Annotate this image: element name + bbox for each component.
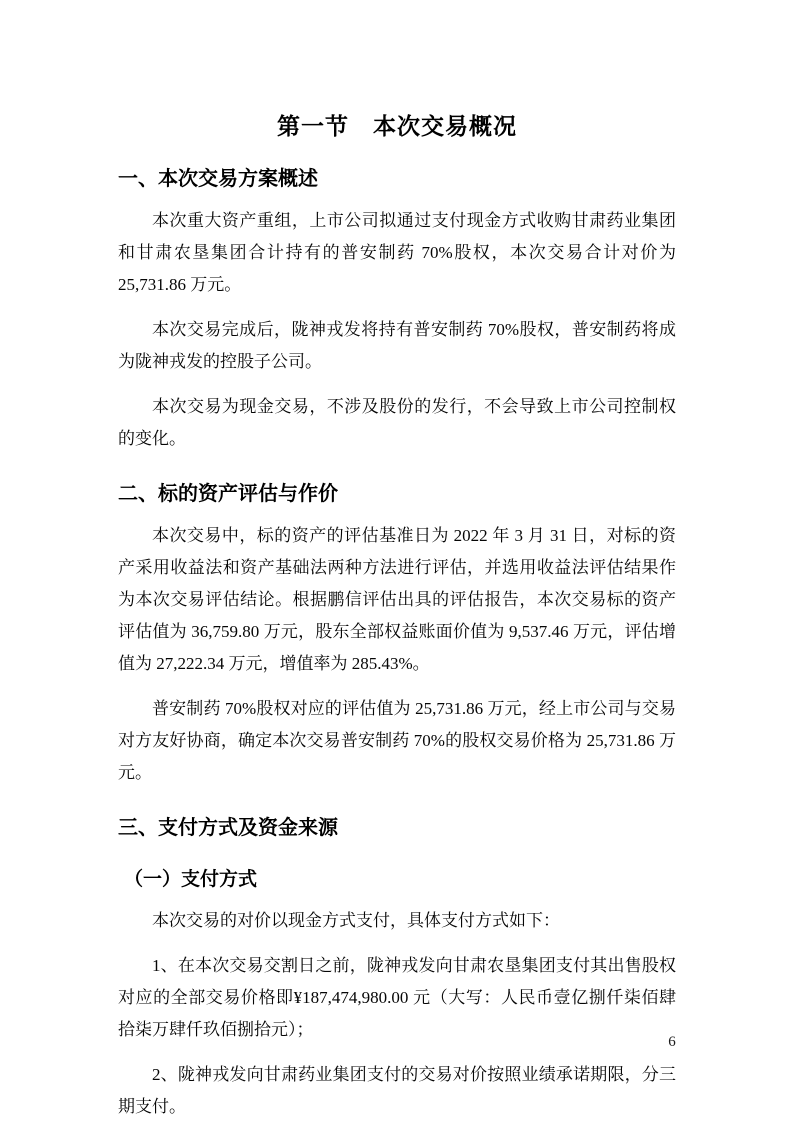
section-1-paragraph-1: 本次重大资产重组，上市公司拟通过支付现金方式收购甘肃药业集团和甘肃农垦集团合计持有的普安制药 70%股权，本次交易合计对价为 25,731.86 万元。	[118, 211, 676, 294]
section-3-heading: 三、支付方式及资金来源	[118, 817, 338, 839]
section-2-paragraph-2: 普安制药 70%股权对应的评估值为 25,731.86 万元，经上市公司与交易对方友好协商，确定本次交易普安制药 70%的股权交易价格为 25,731.86 万元。	[118, 699, 676, 782]
document-content	[118, 0, 676, 1123]
section-2-heading: 二、标的资产评估与作价	[118, 483, 338, 505]
subsection-1-paragraph-3: 2、陇神戎发向甘肃药业集团支付的交易对价按照业绩承诺期限，分三期支付。	[118, 1065, 676, 1116]
section-1-heading: 一、本次交易方案概述	[118, 168, 318, 190]
section-2-paragraph-1: 本次交易中，标的资产的评估基准日为 2022 年 3 月 31 日，对标的资产采用收益法和资产基础法两种方法进行评估，并选用收益法评估结果作为本次交易评估结论。根据鹏信评估出具的评估报告，本次交易标的资产评估值为 36,759.80 万元，股东全部权益账面价值为 9,537.46 万元，评估增值为 27,222.34 万元，增值率为 285.43%。	[118, 526, 676, 673]
page-title: 第一节 本次交易概况	[277, 113, 517, 139]
section-1-paragraph-2: 本次交易完成后，陇神戎发将持有普安制药 70%股权，普安制药将成为陇神戎发的控股子公司。	[118, 320, 676, 371]
page-number: 6	[668, 1034, 676, 1050]
subsection-1-paragraph-1: 本次交易的对价以现金方式支付，具体支付方式如下：	[152, 911, 560, 930]
subsection-1-paragraph-2: 1、在本次交易交割日之前，陇神戎发向甘肃农垦集团支付其出售股权对应的全部交易价格即¥187,474,980.00 元（大写：人民币壹亿捌仟柒佰肆拾柒万肆仟玖佰捌拾元）；	[118, 956, 676, 1039]
section-3-subsection-1-heading: （一）支付方式	[124, 869, 258, 890]
section-1-paragraph-3: 本次交易为现金交易，不涉及股份的发行，不会导致上市公司控制权的变化。	[118, 397, 676, 448]
